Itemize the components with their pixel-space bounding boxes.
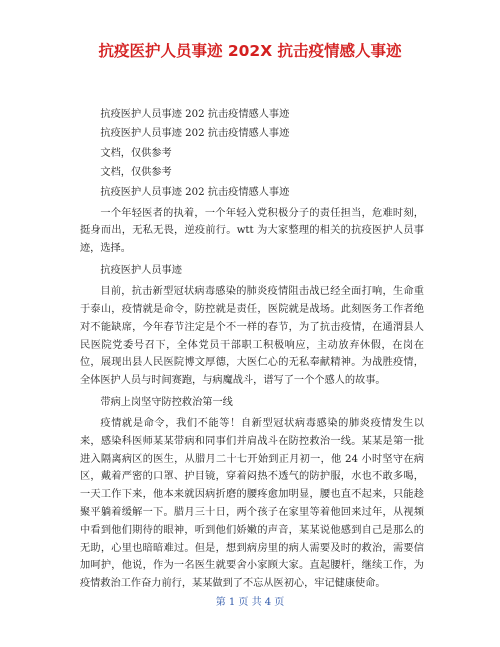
section-heading-1: 抗疫医护人员事迹 (100, 265, 182, 277)
paragraph-7: 目前，抗击新型冠状病毒感染的肺炎疫情阻击战已经全面打响，生命重于泰山，疫情就是命令，防控就是责任，医院就是战场。此刻医务工作者绝对不能缺席，今年春节注定是个不一样的春节，为了抗击疫情，在通渭县人民医院党委号召下，全体党员干部职工积极响应，主动放弃休假，在岗在位，展现出县人民医院博文厚德，大医仁心的无私奉献精神。为战胜疫情，全体医护人员与时间赛跑，与病魔战斗，谱写了一个个感人的故事。 (80, 286, 424, 387)
section-heading-2: 带病上岗坚守防控救治第一线 (100, 397, 233, 409)
paragraph-8: 疫情就是命令，我们不能等！自新型冠状病毒感染的肺炎疫情发生以来，感染科医师某某带病和同事们并肩战斗在防控救治一线。某某是第一批进入隔离病区的医生，从腊月二十七开始到正月初一，他 24 小时坚守在病区，戴着严密的口罩、护目镜，穿着闷热不透气的防护服，水也不敢多喝，一天工作下来，他本来就因病折磨的腰疼愈加明显，腰也直不起来，只能趁聚平躺着缓解一下。腊月三十日，两个孩子在家里等着他回来过年，从视频中看到他们期待的眼神，听到他们娇嫩的声音，某某说他感到自己是那么的无助，心里也暗暗难过。但是，想到病房里的病人需要及时的救治，需要信加呵护，他说，作为一名医生就要舍小家顾大家。直起腰杆，继续工作，为疫情救治工作奋力前行，某某做到了不忘从医初心，牢记健康使命。 (80, 418, 424, 590)
document-body (80, 106, 424, 596)
paragraph-4: 文档，仅供参考 (100, 167, 172, 179)
paragraph-3: 文档，仅供参考 (100, 147, 172, 159)
paragraph-1: 抗疫医护人员事迹 202 抗击疫情感人事迹 (100, 109, 290, 120)
page-footer: 第 1 页 共 4 页 (215, 597, 285, 608)
document-title: 抗疫医护人员事迹 202X 抗击疫情感人事迹 (98, 42, 402, 60)
paragraph-5: 抗疫医护人员事迹 202 抗击疫情感人事迹 (100, 186, 290, 198)
paragraph-6: 一个年轻医者的执着，一个年轻入党积极分子的责任担当，危难时刻，挺身而出，无私无畏，逆疫前行。wtt 为大家整理的相关的抗疫医护人员事迹，选择。 (80, 207, 424, 255)
paragraph-2: 抗疫医护人员事迹 202 抗击疫情感人事迹 (100, 128, 290, 140)
